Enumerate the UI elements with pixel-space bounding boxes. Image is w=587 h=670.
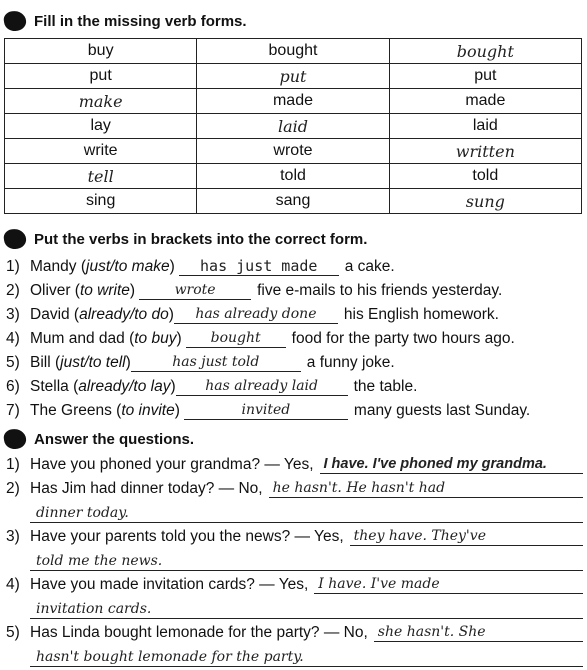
verb-cell-handwritten: sung xyxy=(389,189,581,214)
answer-line[interactable]: he hasn't. He hasn't had xyxy=(269,479,583,498)
item-text: food for the party two hours ago. xyxy=(291,330,515,347)
answer-line-continued[interactable]: invitation cards. xyxy=(30,594,583,619)
answer-line[interactable]: I have. I've made xyxy=(314,575,583,594)
table-row xyxy=(5,164,582,189)
item-hint: to write xyxy=(79,282,130,299)
answer-blank[interactable]: has just told xyxy=(131,353,301,372)
item-hint: to buy xyxy=(134,330,177,347)
item-text: ) xyxy=(129,282,136,299)
verb-cell: made xyxy=(197,89,389,114)
table-row xyxy=(5,139,582,164)
verb-cell-handwritten: laid xyxy=(197,114,389,139)
answer-line[interactable]: I have. I've phoned my grandma. xyxy=(320,455,584,474)
answer-blank[interactable]: bought xyxy=(186,329,286,348)
bullet-blob-icon xyxy=(3,228,28,251)
answer-line[interactable]: they have. They've xyxy=(350,527,583,546)
section-1-heading xyxy=(4,10,247,32)
bullet-blob-icon xyxy=(3,428,28,451)
item-number: 5) xyxy=(6,354,20,371)
question-item xyxy=(6,570,583,619)
item-number: 4) xyxy=(6,576,20,593)
item-number: 1) xyxy=(6,258,20,275)
item-text: ) xyxy=(174,402,180,419)
answer-blank[interactable]: has already done xyxy=(174,305,338,324)
table-row xyxy=(5,64,582,89)
verb-cell: told xyxy=(389,164,581,189)
item-number: 2) xyxy=(6,480,20,497)
item-text: Stella ( xyxy=(30,378,79,395)
verb-cell: wrote xyxy=(197,139,389,164)
list-item xyxy=(6,300,583,324)
verb-cell: bought xyxy=(197,39,389,64)
item-number: 7) xyxy=(6,402,20,419)
answer-blank[interactable]: has already laid xyxy=(176,377,348,396)
item-hint: just/to tell xyxy=(60,354,126,371)
item-text: Mandy ( xyxy=(30,258,86,275)
item-text: a funny joke. xyxy=(306,354,395,371)
question-item xyxy=(6,450,583,474)
verb-cell-handwritten: written xyxy=(389,139,581,164)
item-hint: just/to make xyxy=(86,258,170,275)
list-item xyxy=(6,396,583,420)
section-3-title: Answer the questions. xyxy=(34,430,195,448)
question-item xyxy=(6,474,583,523)
verb-forms-table xyxy=(4,38,582,214)
verb-cell-handwritten: tell xyxy=(5,164,197,189)
question-text: Has Linda bought lemonade for the party? — No, xyxy=(30,624,368,641)
item-number: 3) xyxy=(6,528,20,545)
verb-cell: lay xyxy=(5,114,197,139)
question-text: Have you phoned your grandma? — Yes, xyxy=(30,456,314,473)
item-text: many guests last Sunday. xyxy=(353,402,531,419)
item-number: 4) xyxy=(6,330,20,347)
item-number: 3) xyxy=(6,306,20,323)
verb-cell-handwritten: bought xyxy=(389,39,581,64)
section-2-heading xyxy=(4,228,367,250)
table-row xyxy=(5,39,582,64)
item-text: David ( xyxy=(30,306,80,323)
section-1-title: Fill in the missing verb forms. xyxy=(34,12,247,30)
question-text: Has Jim had dinner today? — No, xyxy=(30,480,263,497)
answer-blank[interactable]: has just made xyxy=(179,257,339,276)
question-text: Have your parents told you the news? — Yes, xyxy=(30,528,344,545)
list-item xyxy=(6,276,583,300)
verb-cell: put xyxy=(5,64,197,89)
item-text: ) xyxy=(170,378,176,395)
item-text: Oliver ( xyxy=(30,282,80,299)
table-row xyxy=(5,89,582,114)
table-row xyxy=(5,114,582,139)
question-item xyxy=(6,522,583,571)
item-text: ) xyxy=(176,330,182,347)
answer-line-continued[interactable]: dinner today. xyxy=(30,498,583,523)
item-number: 2) xyxy=(6,282,20,299)
verb-cell: sang xyxy=(197,189,389,214)
item-text: Mum and dad ( xyxy=(30,330,135,347)
verb-cell: buy xyxy=(5,39,197,64)
item-hint: already/to do xyxy=(79,306,169,323)
table-row xyxy=(5,189,582,214)
item-text: a cake. xyxy=(344,258,395,275)
verb-cell-handwritten: make xyxy=(5,89,197,114)
verb-cell-handwritten: put xyxy=(197,64,389,89)
list-item xyxy=(6,348,583,372)
section-2-title: Put the verbs in brackets into the correct form. xyxy=(34,230,368,248)
question-item xyxy=(6,618,583,667)
answer-line-continued[interactable]: hasn't bought lemonade for the party. xyxy=(30,642,583,667)
verb-cell: write xyxy=(5,139,197,164)
item-text: Bill ( xyxy=(30,354,61,371)
item-text: his English homework. xyxy=(343,306,499,323)
item-number: 5) xyxy=(6,624,20,641)
item-hint: already/to lay xyxy=(78,378,171,395)
exercise-2-list xyxy=(6,252,583,422)
list-item xyxy=(6,372,583,396)
list-item xyxy=(6,324,583,348)
section-3-heading xyxy=(4,428,194,450)
answer-blank[interactable]: wrote xyxy=(139,281,251,300)
item-text: ) xyxy=(169,258,175,275)
item-text: the table. xyxy=(353,378,418,395)
verb-cell: laid xyxy=(389,114,581,139)
item-text: ) xyxy=(125,354,131,371)
question-text: Have you made invitation cards? — Yes, xyxy=(30,576,309,593)
verb-cell: sing xyxy=(5,189,197,214)
answer-blank[interactable]: invited xyxy=(184,401,348,420)
verb-cell: put xyxy=(389,64,581,89)
item-text: The Greens ( xyxy=(30,402,122,419)
answer-line[interactable]: she hasn't. She xyxy=(374,623,583,642)
item-hint: to invite xyxy=(121,402,175,419)
verb-cell: made xyxy=(389,89,581,114)
verb-cell: told xyxy=(197,164,389,189)
item-text: five e-mails to his friends yesterday. xyxy=(257,282,503,299)
item-text: ) xyxy=(168,306,174,323)
bullet-blob-icon xyxy=(3,10,28,33)
list-item xyxy=(6,252,583,276)
item-number: 6) xyxy=(6,378,20,395)
item-number: 1) xyxy=(6,456,20,473)
answer-line-continued[interactable]: told me the news. xyxy=(30,546,583,571)
